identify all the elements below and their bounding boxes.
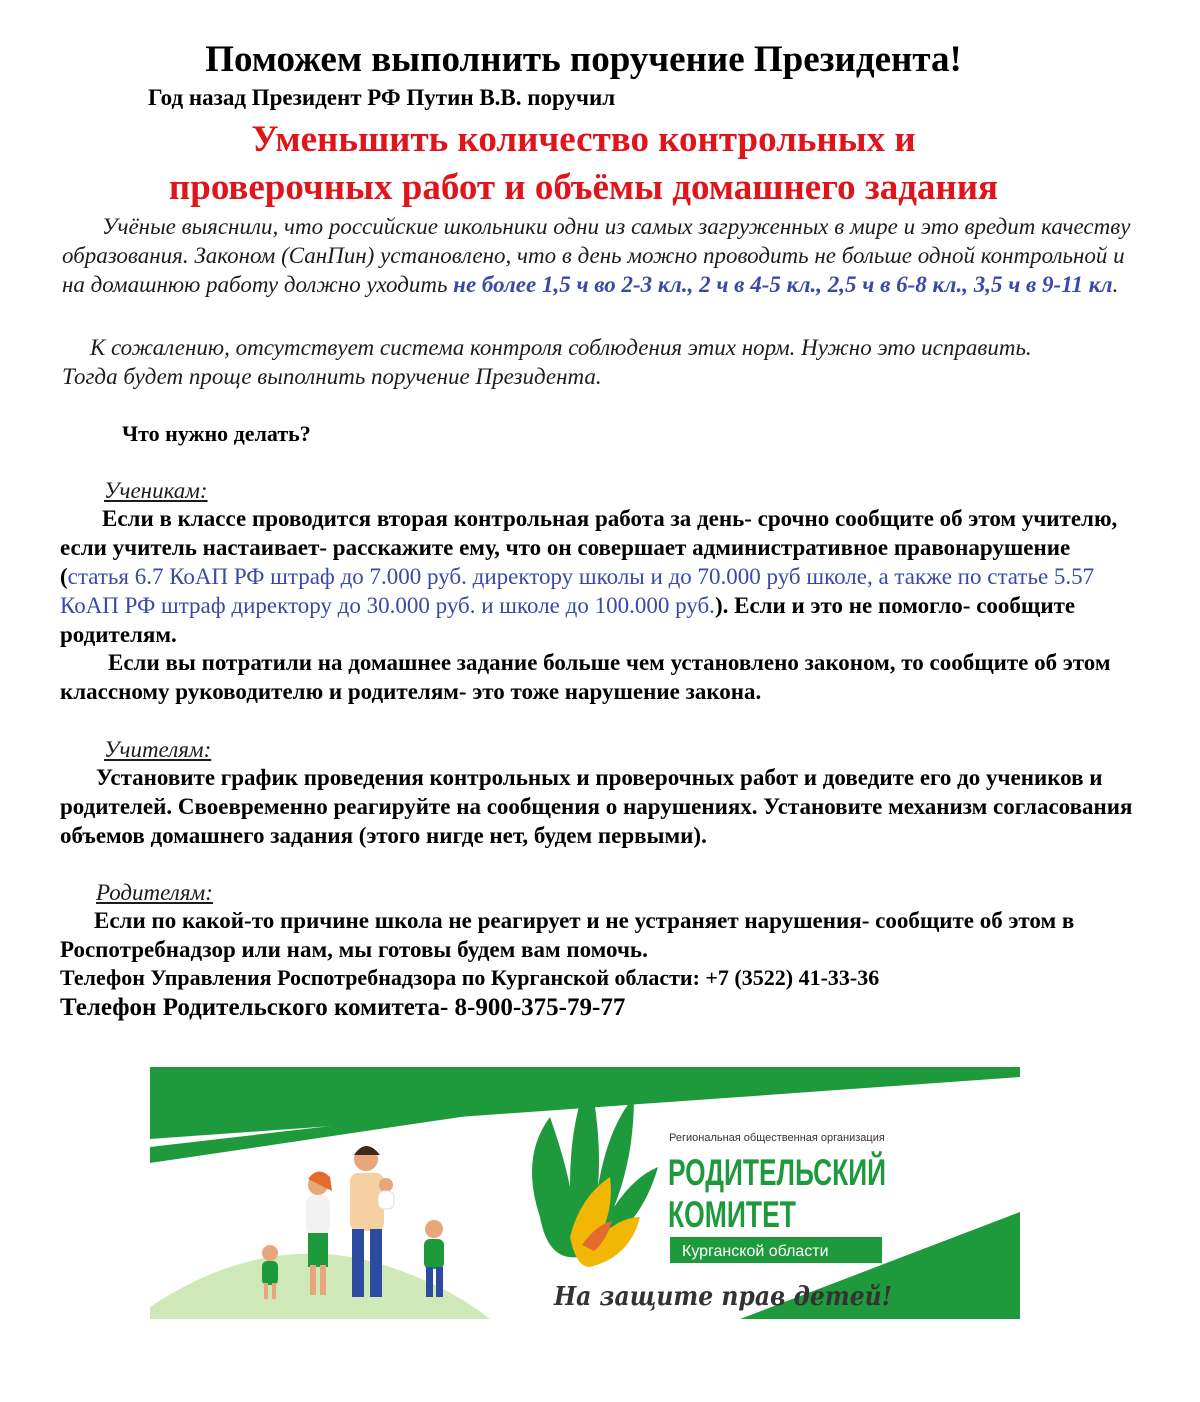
headline-line-2: проверочных работ и объёмы домашнего задания xyxy=(168,167,999,208)
org-name-line1: РОДИТЕЛЬСКИЙ xyxy=(668,1152,975,1193)
students-paragraph xyxy=(60,504,1140,649)
students-text: Если в классе проводится вторая контрольная работа за день- срочно сообщите об этом учителю, если учитель настаивает- расскажите ему, что он совершает административное правонарушение ( xyxy=(60,506,1118,589)
teachers-heading: Учителям: xyxy=(104,737,212,762)
org-name-line2: КОМИТЕТ xyxy=(668,1194,797,1235)
parents-heading: Родителям: xyxy=(96,880,213,905)
intro-end: . xyxy=(1112,272,1119,297)
intro-paragraph-2: К сожалению, отсутствует система контроля соблюдения этих норм. Нужно это исправить. Тогда будет проще выполнить поручение Президента. xyxy=(62,335,1032,389)
students-paragraph-2: Если вы потратили на домашнее задание больше чем установлено законом, то сообщите об этом классному руководителю и родителям- это тоже нарушение закона. xyxy=(60,650,1111,704)
students-heading: Ученикам: xyxy=(104,478,208,503)
fines-text: статья 6.7 КоАП РФ штраф до 7.000 руб. директору школы и до 70.000 руб школе, а также по статье 5.57 КоАП РФ штраф директору до 30.000 руб. и школе до 100.000 руб. xyxy=(60,564,1095,618)
question-heading: Что нужно делать? xyxy=(122,421,311,446)
page-subtitle: Год назад Президент РФ Путин В.В. поручил xyxy=(148,85,616,110)
students-end: ). Если и это не помогло- сообщите родителям. xyxy=(60,593,1076,647)
rospotrebnadzor-phone: Телефон Управления Роспотребнадзора по Курганской области: +7 (3522) 41-33-36 xyxy=(60,965,880,990)
org-type-text: Региональная общественная организация xyxy=(669,1132,885,1144)
page-title: Поможем выполнить поручение Президента! xyxy=(205,39,962,80)
banner-graphic xyxy=(150,1067,1020,1319)
region-text: Курганской области xyxy=(682,1243,829,1260)
intro-paragraph xyxy=(62,212,1142,299)
homework-limits: не более 1,5 ч во 2-3 кл., 2 ч в 4-5 кл., 2,5 ч в 6-8 кл., 3,5 ч в 9-11 кл xyxy=(453,272,1113,297)
teachers-paragraph: Установите график проведения контрольных и проверочных работ и доведите его до учеников и родителей. Своевременно реагируйте на сообщения о нарушениях. Установите механизм согласования объемов домашнего задания (этого нигде нет, будем первыми). xyxy=(60,765,1133,848)
slogan-text: На защите прав детей! xyxy=(553,1282,892,1312)
headline-line-1: Уменьшить количество контрольных и xyxy=(251,119,916,160)
intro-text: Учёные выяснили, что российские школьники одни из самых загруженных в мире и это вредит качеству образования. Законом (СанПин) установлено, что в день можно проводить не больше одной контрольной и на домашнюю работу должно уходить xyxy=(62,214,1131,297)
committee-banner xyxy=(150,1067,1020,1319)
parents-paragraph: Если по какой-то причине школа не реагирует и не устраняет нарушения- сообщите об этом в Роспотребнадзор или нам, мы готовы будем вам помочь. xyxy=(60,908,1075,962)
committee-phone: Телефон Родительского комитета- 8-900-375-79-77 xyxy=(60,994,626,1021)
